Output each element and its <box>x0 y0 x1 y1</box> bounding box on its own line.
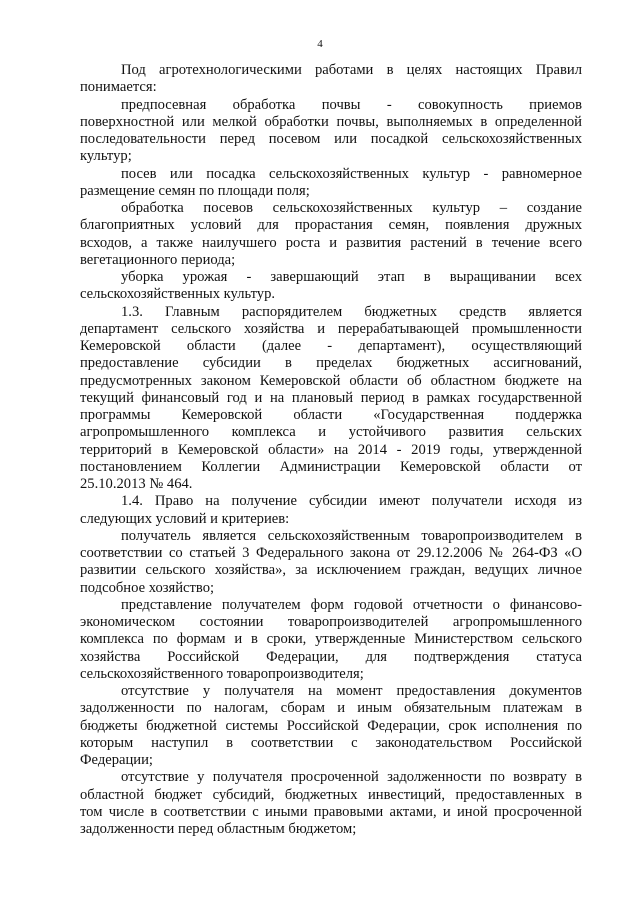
text-line: задолженности перед областным бюджетом; <box>80 821 357 837</box>
text-line: экономическом состоянии товаропроизводителей агропромышленного <box>80 614 582 630</box>
text-line: культур; <box>80 148 132 165</box>
text-line: развитии сельского хозяйства», за исключением граждан, ведущих личное <box>80 562 582 579</box>
text-line: Кемеровской области (далее - департамент), осуществляющий <box>80 338 582 354</box>
text-line: 25.10.2013 № 464. <box>80 476 193 492</box>
text-line: сельскохозяйственных культур. <box>80 286 276 303</box>
text-line: получатель является сельскохозяйственным товаропроизводителем в <box>121 527 582 544</box>
text-line: агропромышленного комплекса и устойчивого развития сельских <box>80 424 582 441</box>
text-line: всходов, а также наилучшего роста и развития растений в течение всего <box>80 234 582 251</box>
text-line: областной бюджет субсидий, бюджетных инвестиций, предоставленных в <box>80 786 582 803</box>
page-number: 4 <box>317 38 323 50</box>
text-line: программы Кемеровской области «Государственная поддержка <box>80 407 582 423</box>
text-line: которым наступил в соответствии с законодательством Российской <box>80 734 582 751</box>
text-line: предусмотренных законом Кемеровской области об областном бюджете на <box>80 372 582 389</box>
text-line: 1.3. Главным распорядителем бюджетных средств является <box>121 303 582 320</box>
text-line: предоставление субсидии в пределах бюджетных ассигнований, <box>80 355 582 372</box>
text-line: отсутствие у получателя просроченной задолженности по возврату в <box>121 769 582 786</box>
text-line: обработка посевов сельскохозяйственных культур – создание <box>121 200 582 216</box>
text-line: понимается: <box>80 79 157 96</box>
text-line: департамент сельского хозяйства и перерабатывающей промышленности <box>80 320 582 337</box>
text-line: 1.4. Право на получение субсидии имеют получатели исходя из <box>121 493 582 510</box>
text-line: поверхностной или мелкой обработки почвы, выполняемых в определенной <box>80 113 582 130</box>
text-line: последовательности перед посевом или посадкой сельскохозяйственных <box>80 131 582 147</box>
text-line: хозяйства Российской Федерации, для подтверждения статуса <box>80 648 582 665</box>
text-line: бюджеты бюджетной системы Российской Федерации, срок исполнения по <box>80 717 582 734</box>
text-line: отсутствие у получателя на момент предоставления документов <box>121 683 582 699</box>
text-line: постановлением Коллегии Администрации Кемеровской области от <box>80 458 582 475</box>
text-line: Федерации; <box>80 752 153 768</box>
text-line: размещение семян по площади поля; <box>80 182 310 199</box>
text-line: комплекса по формам и в сроки, утвержденные Министерством сельского <box>80 631 582 648</box>
text-line: соответствии со статьей 3 Федерального закона от 29.12.2006 № 264-ФЗ «О <box>80 545 582 561</box>
text-line: сельскохозяйственного товаропроизводителя; <box>80 665 364 682</box>
text-line: благоприятных условий для прорастания семян, появления дружных <box>80 217 582 234</box>
text-line: представление получателем форм годовой отчетности о финансово- <box>121 596 582 613</box>
text-line: том числе в соответствии с иными правовыми актами, и иной просроченной <box>80 803 582 820</box>
document-body <box>80 62 582 838</box>
text-line: Под агротехнологическими работами в целях настоящих Правил <box>121 62 582 78</box>
text-line: текущий финансовый год и на плановый период в рамках государственной <box>80 389 582 406</box>
text-line: задолженности по налогам, сборам и иным обязательным платежам в <box>80 700 582 717</box>
text-line: территорий в Кемеровской области» на 2014 - 2019 годы, утвержденной <box>80 441 582 458</box>
text-line: уборка урожая - завершающий этап в выращивании всех <box>121 269 582 285</box>
text-line: посев или посадка сельскохозяйственных культур - равномерное <box>121 165 582 182</box>
text-line: подсобное хозяйство; <box>80 579 215 596</box>
text-line: следующих условий и критериев: <box>80 510 290 527</box>
text-line: предпосевная обработка почвы - совокупность приемов <box>121 96 582 113</box>
text-line: вегетационного периода; <box>80 251 236 268</box>
